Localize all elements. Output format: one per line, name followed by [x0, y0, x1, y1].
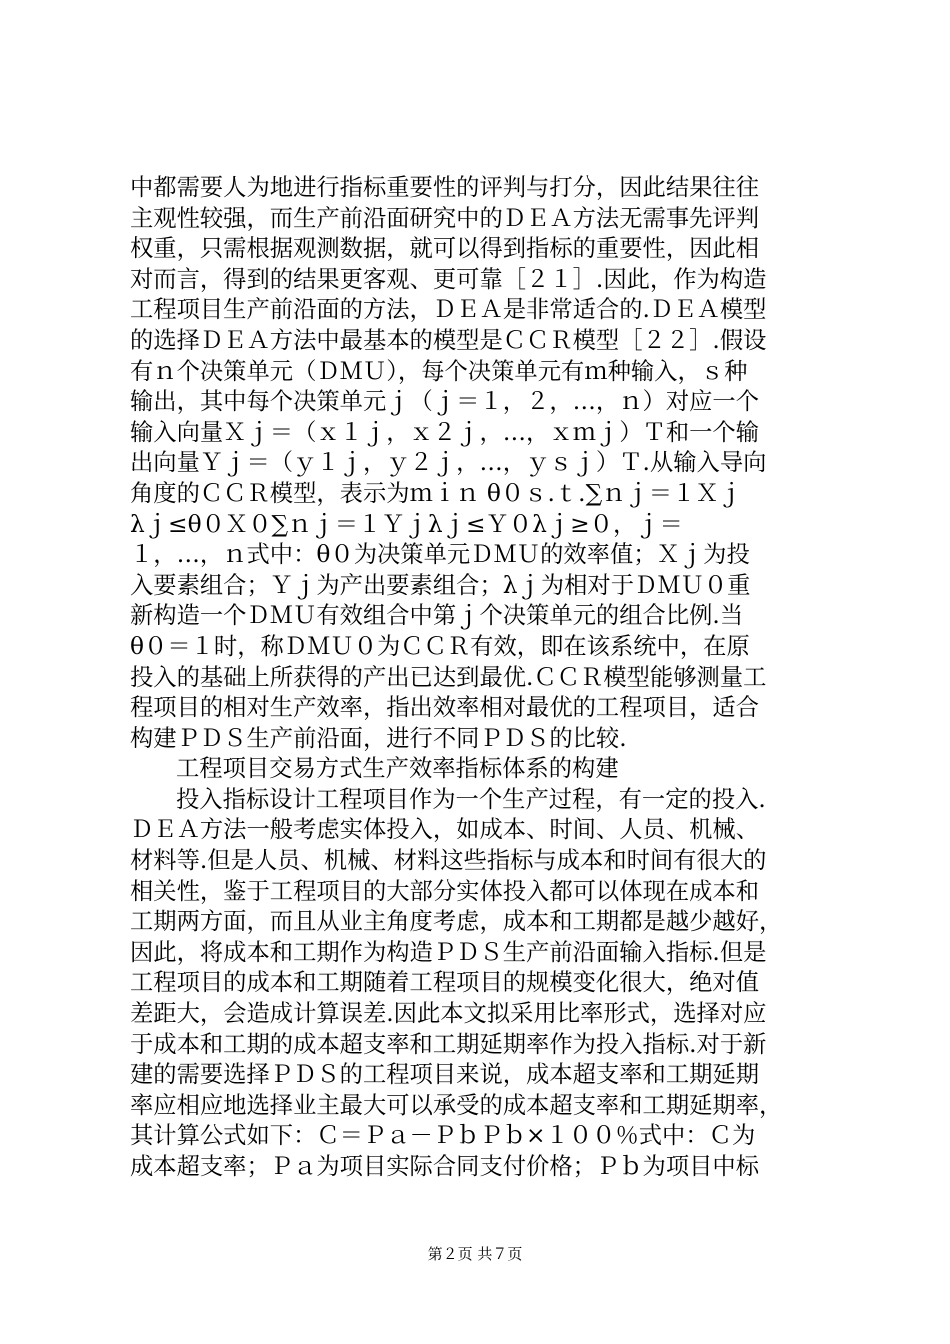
- text-line: 程项目的相对生产效率，指出效率相对最优的工程项目，适合: [130, 694, 760, 722]
- text-line: 相关性，鉴于工程项目的大部分实体投入都可以体现在成本和: [130, 877, 760, 905]
- text-line: 角度的ＣＣＲ模型，表示为ｍｉｎ θ０ｓ.ｔ.∑ｎｊ＝１Ｘｊ: [130, 479, 742, 507]
- text-line: 因此，将成本和工期作为构造ＰＤＳ生产前沿面输入指标.但是: [130, 938, 767, 966]
- text-line: 建的需要选择ＰＤＳ的工程项目来说，成本超支率和工期延期: [130, 1061, 760, 1089]
- text-line: 工程项目生产前沿面的方法，ＤＥＡ是非常适合的.ＤＥＡ模型: [130, 296, 767, 324]
- text-line: 权重，只需根据观测数据，就可以得到指标的重要性，因此相: [130, 235, 760, 263]
- text-line: 中都需要人为地进行指标重要性的评判与打分，因此结果往往: [130, 174, 760, 201]
- text-line: 出向量Ｙｊ＝（ｙ１ｊ，ｙ２ｊ，…，ｙｓｊ）Ｔ.从输入导向: [130, 449, 767, 477]
- text-line: 率应相应地选择业主最大可以承受的成本超支率和工期延期率，: [130, 1091, 783, 1119]
- text-line: 工程项目的成本和工期随着工程项目的规模变化很大，绝对值: [130, 969, 760, 997]
- text-line: 入要素组合；Ｙｊ为产出要素组合；λｊ为相对于ＤＭＵ０重: [130, 571, 751, 599]
- text-line: λｊ≤θ０Ｘ０∑ｎｊ＝１Ｙｊλｊ≤Ｙ０λｊ≥０，ｊ＝: [130, 510, 683, 538]
- body-text: [130, 173, 830, 1183]
- text-line: 材料等.但是人员、机械、材料这些指标与成本和时间有很大的: [130, 847, 767, 875]
- text-line: ＤＥＡ方法一般考虑实体投入，如成本、时间、人员、机械、: [130, 816, 760, 844]
- text-line: 主观性较强，而生产前沿面研究中的ＤＥＡ方法无需事先评判: [130, 204, 760, 232]
- text-line: 输入向量Ｘｊ＝（ｘ１ｊ，ｘ２ｊ，…，ｘｍｊ）Ｔ和一个输: [130, 418, 760, 446]
- page-footer: 第２页 共７页: [427, 1245, 523, 1263]
- text-line: 构建ＰＤＳ生产前沿面，进行不同ＰＤＳ的比较.: [130, 724, 627, 752]
- text-line: 输出，其中每个决策单元ｊ（ｊ＝１，２，…，ｎ）对应一个: [130, 388, 760, 416]
- section-heading: 工程项目交易方式生产效率指标体系的构建: [176, 755, 619, 783]
- text-line: 工期两方面，而且从业主角度考虑，成本和工期都是越少越好，: [130, 908, 783, 936]
- text-line: 的选择ＤＥＡ方法中最基本的模型是ＣＣＲ模型［２２］.假设: [130, 326, 767, 354]
- text-line: 投入指标设计工程项目作为一个生产过程，有一定的投入.: [176, 785, 766, 813]
- text-line: １，…，ｎ式中：θ０为决策单元ＤＭＵ的效率值；Ｘｊ为投: [130, 541, 750, 569]
- text-line: 其计算公式如下：Ｃ＝Ｐａ－ＰｂＰｂ×１００％式中：Ｃ为: [130, 1122, 756, 1150]
- text-line: 新构造一个ＤＭＵ有效组合中第ｊ个决策单元的组合比例.当: [130, 602, 744, 630]
- text-line: 于成本和工期的成本超支率和工期延期率作为投入指标.对于新: [130, 1030, 767, 1058]
- text-line: θ０＝１时，称ＤＭＵ０为ＣＣＲ有效，即在该系统中，在原: [130, 632, 750, 660]
- text-line: 有ｎ个决策单元（ＤＭＵ），每个决策单元有ｍ种输入，ｓ种: [130, 357, 748, 385]
- text-line: 对而言，得到的结果更客观、更可靠［２１］.因此，作为构造: [130, 265, 767, 293]
- text-line: 差距大，会造成计算误差.因此本文拟采用比率形式，选择对应: [130, 1000, 767, 1028]
- text-line: 投入的基础上所获得的产出已达到最优.ＣＣＲ模型能够测量工: [130, 663, 767, 691]
- text-line: 成本超支率；Ｐａ为项目实际合同支付价格；Ｐｂ为项目中标: [130, 1153, 760, 1180]
